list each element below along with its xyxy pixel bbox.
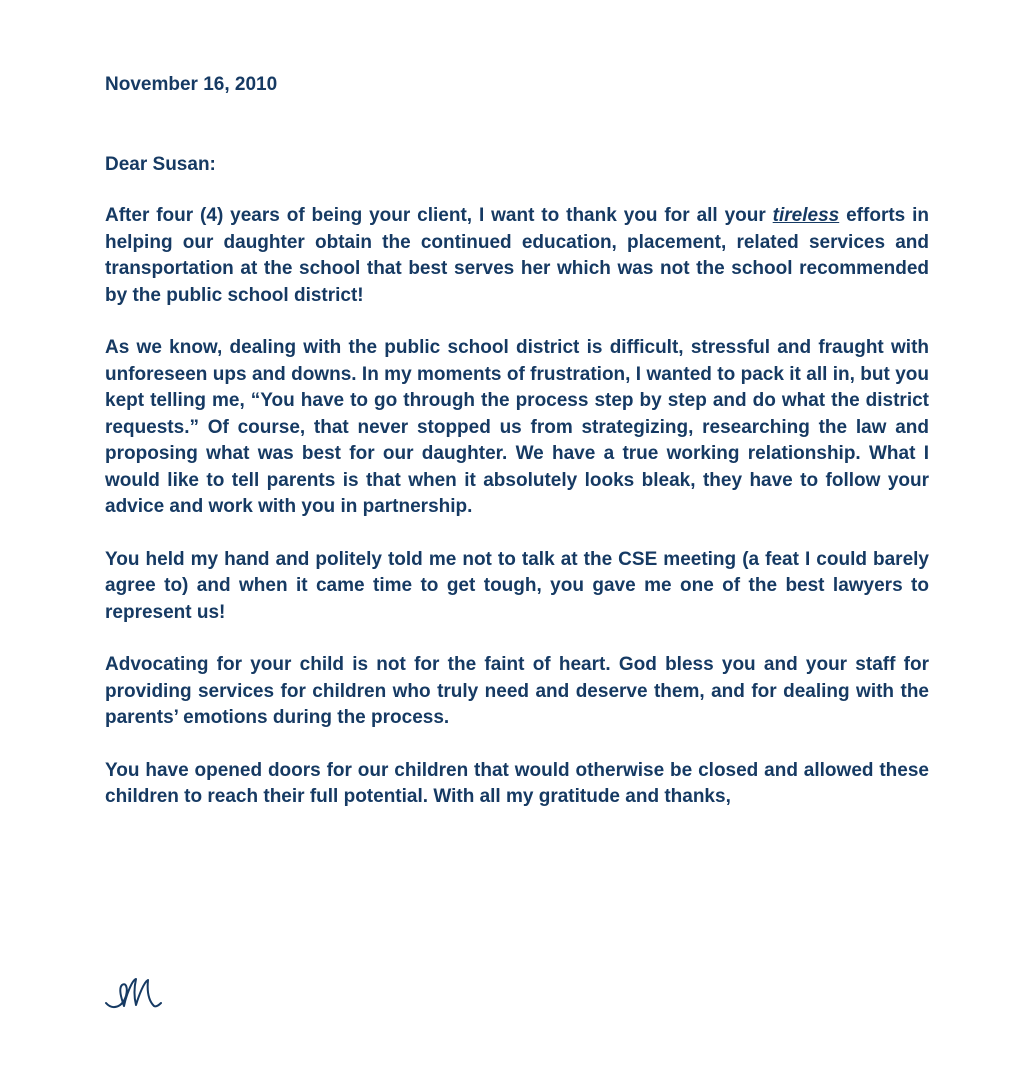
paragraph-closing: You have opened doors for our children that would otherwise be closed and allowed these children to reach their full potential. With all my gratitude and thanks, bbox=[105, 759, 929, 807]
paragraph-school-district: As we know, dealing with the public school district is difficult, stressful and fraught with unforeseen ups and downs. In my moments of frustration, I wanted to pack it all in, but you kept telling me, “You have to go through the process step by step and do what the district requests.” Of course, that never stopped us from strategizing, researching the law and proposing what was best for our daughter. We have a true working relationship. What I would like to tell parents is that when it absolutely looks bleak, they have to follow your advice and work with you in partnership. bbox=[105, 337, 929, 517]
letter-body bbox=[105, 72, 929, 811]
paragraph-advocating: Advocating for your child is not for the faint of heart. God bless you and your staff for providing services for children who truly need and deserve them, and for dealing with the parents’ emotions during the process. bbox=[105, 654, 929, 728]
paragraph-thanks bbox=[105, 203, 929, 309]
letter-salutation: Dear Susan: bbox=[105, 153, 216, 175]
paragraph-thanks-start: After four (4) years of being your client, I want to thank you for all your bbox=[105, 205, 773, 226]
signature-mark bbox=[104, 970, 164, 1014]
emphasized-word-tireless: tireless bbox=[772, 205, 840, 226]
paragraph-cse-meeting: You held my hand and politely told me not to talk at the CSE meeting (a feat I could barely agree to) and when it came time to get tough, you gave me one of the best lawyers to represent us! bbox=[105, 548, 929, 623]
paragraph-thanks-end: efforts in helping our daughter obtain the continued education, placement, related services and transportation at the school that best serves her which was not the school recommended by the public school district! bbox=[105, 205, 930, 306]
letter-date: November 16, 2010 bbox=[105, 74, 278, 95]
